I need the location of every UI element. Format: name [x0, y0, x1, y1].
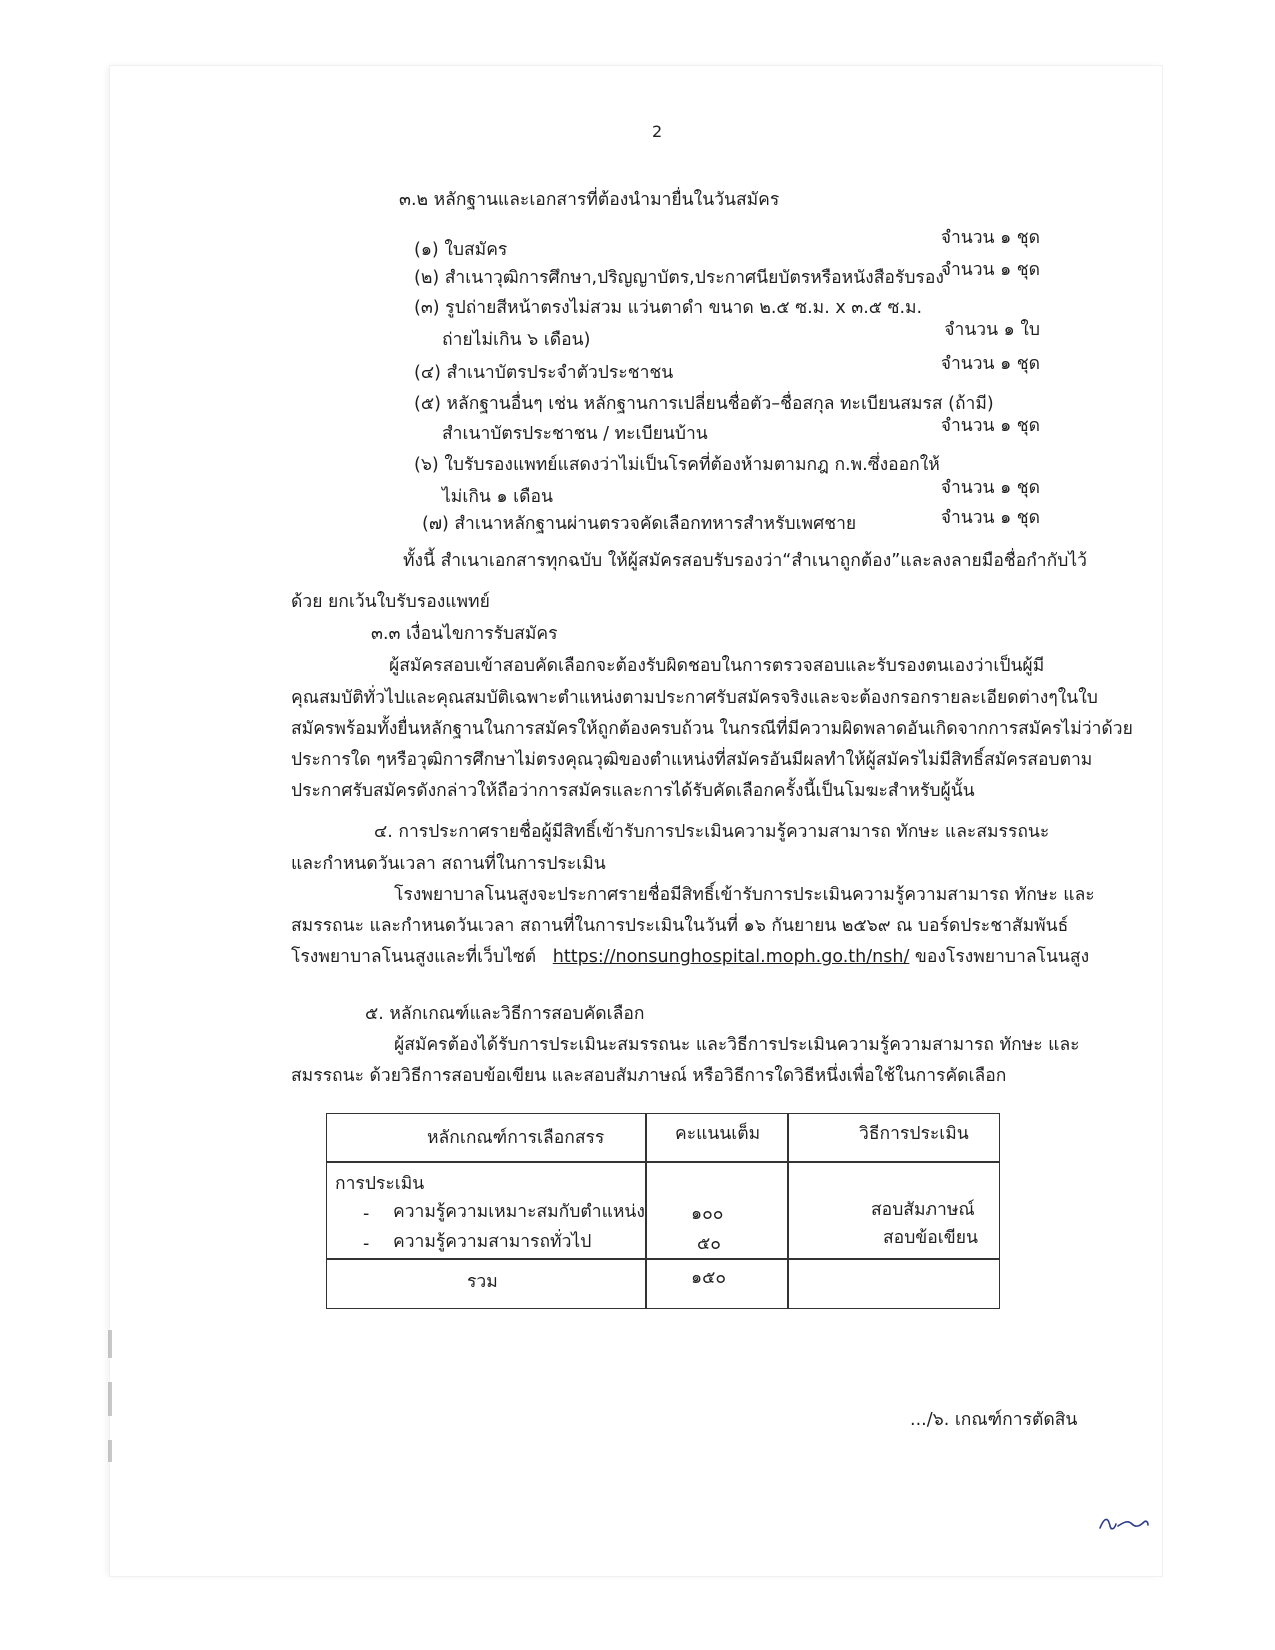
table-row-method: สอบข้อเขียน: [883, 1228, 978, 1248]
doc-item-5: (๕) หลักฐานอื่นๆ เช่น หลักฐานการเปลี่ยนชื่อตัว–ชื่อสกุล ทะเบียนสมรส (ถ้ามี): [414, 394, 994, 414]
announcement-text: สมรรถนะ และกำหนดวันเวลา สถานที่ในการประเมินในวันที่ ๑๖ กันยายน ๒๕๖๙ ณ บอร์ดประชาสัมพันธ์: [291, 916, 1069, 936]
table-total-label: รวม: [467, 1272, 498, 1292]
table-row-score: ๑๐๐: [691, 1204, 724, 1224]
table-group-label: การประเมิน: [335, 1174, 425, 1194]
initials-signature: [1098, 1508, 1150, 1534]
table-row-method: สอบสัมภาษณ์: [871, 1200, 975, 1220]
doc-item-1: (๑) ใบสมัคร: [414, 240, 508, 260]
scan-edge-mark: [108, 1382, 112, 1416]
doc-item-2: (๒) สำเนาวุฒิการศึกษา,ปริญญาบัตร,ประกาศนียบัตรหรือหนังสือรับรอง: [414, 268, 944, 288]
copy-certify-note-cont: ด้วย ยกเว้นใบรับรองแพทย์: [291, 592, 490, 612]
doc-item-2-qty: จำนวน ๑ ชุด: [940, 260, 1040, 280]
section-4-heading-cont: และกำหนดวันเวลา สถานที่ในการประเมิน: [291, 854, 606, 874]
announcement-text: [291, 945, 1089, 969]
conditions-line: คุณสมบัติทั่วไปและคุณสมบัติเฉพาะตำแหน่งตามประกาศรับสมัครจริงและจะต้องกรอกรายละเอียดต่างๆในใบ: [291, 688, 1098, 708]
copy-certify-note: ทั้งนี้ สำเนาเอกสารทุกฉบับ ให้ผู้สมัครสอบรับรองว่า“สำเนาถูกต้อง”และลงลายมือชื่อกำกับไว้: [403, 551, 1087, 571]
section-5-heading: ๕. หลักเกณฑ์และวิธีการสอบคัดเลือก: [365, 1004, 645, 1024]
doc-item-3-qty: จำนวน ๑ ใบ: [944, 320, 1040, 340]
doc-item-4-qty: จำนวน ๑ ชุด: [940, 354, 1040, 374]
criteria-table: [326, 1113, 1000, 1309]
conditions-line: ผู้สมัครสอบเข้าสอบคัดเลือกจะต้องรับผิดชอบในการตรวจสอบและรับรองตนเองว่าเป็นผู้มี: [389, 656, 1045, 676]
table-total-score: ๑๕๐: [691, 1268, 727, 1288]
selection-method-text: ผู้สมัครต้องได้รับการประเมินะสมรรถนะ และวิธีการประเมินความรู้ความสามารถ ทักษะ และ: [394, 1035, 1080, 1055]
announcement-text: โรงพยาบาลโนนสูงจะประกาศรายชื่อมีสิทธิ์เข้ารับการประเมินความรู้ความสามารถ ทักษะ และ: [394, 885, 1095, 905]
doc-item-4: (๔) สำเนาบัตรประจำตัวประชาชน: [414, 363, 674, 383]
table-row-criterion: ความรู้ความเหมาะสมกับตำแหน่ง: [393, 1202, 645, 1222]
doc-item-7: (๗) สำเนาหลักฐานผ่านตรวจคัดเลือกทหารสำหรับเพศชาย: [422, 514, 857, 534]
page-number: 2: [652, 122, 663, 141]
announcement-suffix: ของโรงพยาบาลโนนสูง: [914, 947, 1090, 967]
scan-edge-mark: [108, 1330, 112, 1358]
section-3-2-heading: ๓.๒ หลักฐานและเอกสารที่ต้องนำมายื่นในวันสมัคร: [399, 190, 780, 210]
doc-item-5-qty: จำนวน ๑ ชุด: [940, 416, 1040, 436]
doc-item-7-qty: จำนวน ๑ ชุด: [940, 508, 1040, 528]
table-row-dash: -: [363, 1234, 370, 1254]
selection-method-text: สมรรถนะ ด้วยวิธีการสอบข้อเขียน และสอบสัมภาษณ์ หรือวิธีการใดวิธีหนึ่งเพื่อใช้ในการคัดเลือก: [291, 1066, 1007, 1086]
continuation-footer: .../๖. เกณฑ์การตัดสิน: [910, 1410, 1078, 1430]
conditions-line: ประการใด ๆหรือวุฒิการศึกษาไม่ตรงคุณวุฒิของตำแหน่งที่สมัครอันมีผลทำให้ผู้สมัครไม่มีสิทธิ์สมัครสอบตาม: [291, 750, 1093, 770]
table-header-score: คะแนนเต็ม: [675, 1124, 761, 1144]
doc-item-6: (๖) ใบรับรองแพทย์แสดงว่าไม่เป็นโรคที่ต้องห้ามตามกฎ ก.พ.ซึ่งออกให้: [414, 455, 940, 475]
table-header-method: วิธีการประเมิน: [859, 1124, 969, 1144]
doc-item-5-cont: สำเนาบัตรประชาชน / ทะเบียนบ้าน: [442, 424, 708, 444]
table-row-criterion: ความรู้ความสามารถทั่วไป: [393, 1232, 592, 1252]
conditions-line: สมัครพร้อมทั้งยื่นหลักฐานในการสมัครให้ถูกต้องครบถ้วน ในกรณีที่มีความผิดพลาดอันเกิดจากการสมัครไม่ว่าด้วย: [291, 719, 1133, 739]
hospital-website-link[interactable]: https://nonsunghospital.moph.go.th/nsh/: [552, 947, 910, 967]
conditions-line: ประกาศรับสมัครดังกล่าวให้ถือว่าการสมัครและการได้รับคัดเลือกครั้งนี้เป็นโมฆะสำหรับผู้นั้น: [291, 781, 975, 801]
table-row-score: ๕๐: [697, 1234, 721, 1254]
scan-edge-mark: [108, 1440, 112, 1462]
doc-item-1-qty: จำนวน ๑ ชุด: [940, 228, 1040, 248]
section-3-3-heading: ๓.๓ เงื่อนไขการรับสมัคร: [371, 624, 558, 644]
announcement-prefix: โรงพยาบาลโนนสูงและที่เว็บไซต์: [291, 947, 537, 967]
table-header-criteria: หลักเกณฑ์การเลือกสรร: [427, 1128, 605, 1148]
doc-item-3: (๓) รูปถ่ายสีหน้าตรงไม่สวม แว่นตาดำ ขนาด ๒.๕ ซ.ม. x ๓.๕ ซ.ม.: [414, 298, 923, 318]
table-row-dash: -: [363, 1204, 370, 1224]
doc-item-6-qty: จำนวน ๑ ชุด: [940, 478, 1040, 498]
doc-item-6-cont: ไม่เกิน ๑ เดือน: [442, 487, 553, 507]
section-4-heading: ๔. การประกาศรายชื่อผู้มีสิทธิ์เข้ารับการประเมินความรู้ความสามารถ ทักษะ และสมรรถนะ: [374, 822, 1050, 842]
doc-item-3-cont: ถ่ายไม่เกิน ๖ เดือน): [442, 330, 591, 350]
